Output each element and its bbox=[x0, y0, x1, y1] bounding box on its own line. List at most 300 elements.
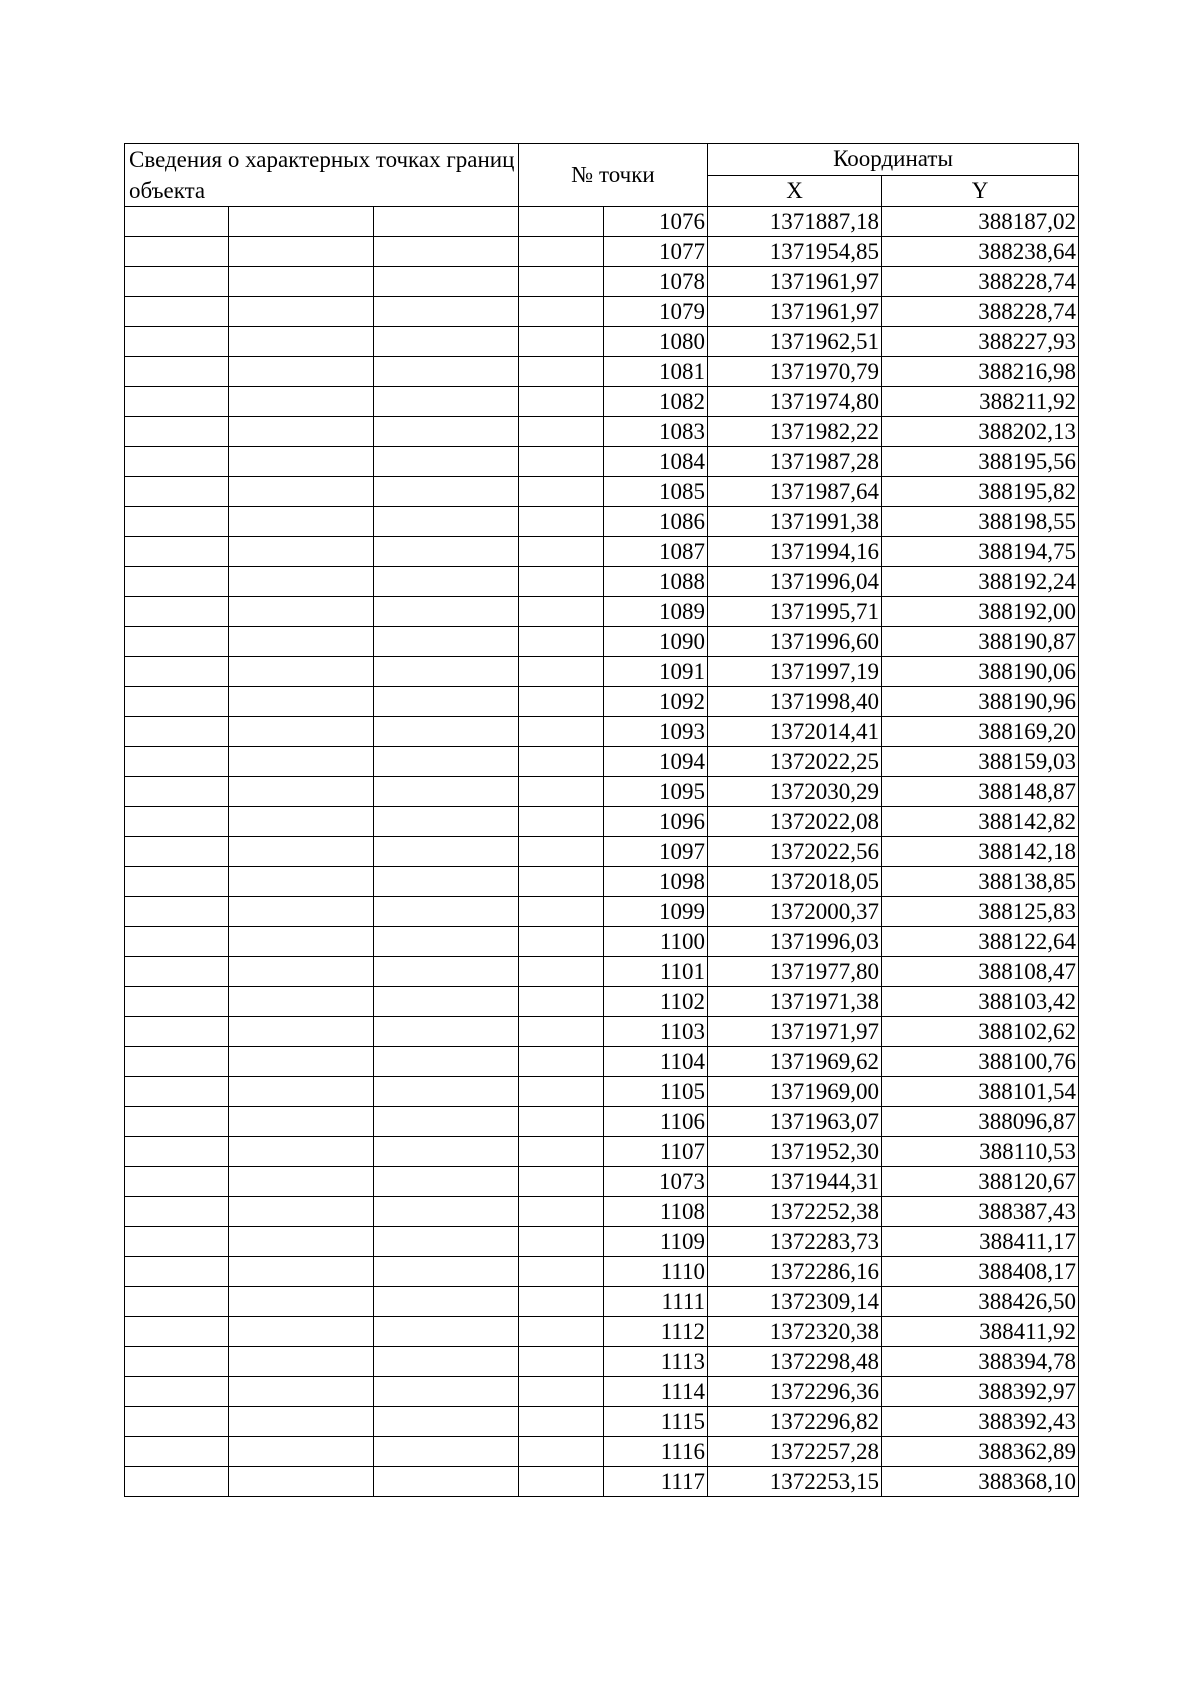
y-coordinate-cell: 388392,97 bbox=[882, 1377, 1079, 1407]
empty-cell bbox=[519, 1167, 604, 1197]
empty-cell bbox=[374, 1347, 519, 1377]
empty-cell bbox=[374, 1257, 519, 1287]
empty-cell bbox=[229, 297, 374, 327]
empty-cell bbox=[519, 447, 604, 477]
y-coordinate-cell: 388108,47 bbox=[882, 957, 1079, 987]
empty-cell bbox=[519, 327, 604, 357]
empty-cell bbox=[125, 867, 229, 897]
table-row bbox=[125, 1287, 1079, 1317]
point-number-cell: 1113 bbox=[604, 1347, 708, 1377]
point-number-cell: 1085 bbox=[604, 477, 708, 507]
empty-cell bbox=[374, 867, 519, 897]
empty-cell bbox=[374, 207, 519, 237]
table-row bbox=[125, 1407, 1079, 1437]
x-coordinate-cell: 1372257,28 bbox=[708, 1437, 882, 1467]
empty-cell bbox=[229, 237, 374, 267]
point-number-cell: 1106 bbox=[604, 1107, 708, 1137]
empty-cell bbox=[125, 1317, 229, 1347]
empty-cell bbox=[374, 1227, 519, 1257]
empty-cell bbox=[519, 1317, 604, 1347]
y-coordinate-cell: 388192,24 bbox=[882, 567, 1079, 597]
y-coordinate-cell: 388101,54 bbox=[882, 1077, 1079, 1107]
table-row bbox=[125, 657, 1079, 687]
point-number-cell: 1112 bbox=[604, 1317, 708, 1347]
empty-cell bbox=[125, 357, 229, 387]
point-number-cell: 1111 bbox=[604, 1287, 708, 1317]
point-number-cell: 1101 bbox=[604, 957, 708, 987]
point-number-cell: 1104 bbox=[604, 1047, 708, 1077]
x-coordinate-cell: 1372014,41 bbox=[708, 717, 882, 747]
empty-cell bbox=[125, 747, 229, 777]
empty-cell bbox=[229, 327, 374, 357]
empty-cell bbox=[125, 1047, 229, 1077]
empty-cell bbox=[229, 387, 374, 417]
empty-cell bbox=[125, 1167, 229, 1197]
empty-cell bbox=[125, 1197, 229, 1227]
y-coordinate-cell: 388110,53 bbox=[882, 1137, 1079, 1167]
x-coordinate-cell: 1371977,80 bbox=[708, 957, 882, 987]
point-number-cell: 1073 bbox=[604, 1167, 708, 1197]
empty-cell bbox=[125, 537, 229, 567]
x-coordinate-cell: 1372022,25 bbox=[708, 747, 882, 777]
empty-cell bbox=[125, 1077, 229, 1107]
table-row bbox=[125, 387, 1079, 417]
empty-cell bbox=[374, 927, 519, 957]
y-coordinate-cell: 388096,87 bbox=[882, 1107, 1079, 1137]
empty-cell bbox=[374, 837, 519, 867]
y-coordinate-cell: 388211,92 bbox=[882, 387, 1079, 417]
empty-cell bbox=[229, 507, 374, 537]
empty-cell bbox=[229, 447, 374, 477]
empty-cell bbox=[125, 717, 229, 747]
point-number-cell: 1077 bbox=[604, 237, 708, 267]
point-number-cell: 1098 bbox=[604, 867, 708, 897]
y-coordinate-cell: 388195,82 bbox=[882, 477, 1079, 507]
empty-cell bbox=[229, 1317, 374, 1347]
x-coordinate-cell: 1372030,29 bbox=[708, 777, 882, 807]
empty-cell bbox=[374, 747, 519, 777]
point-number-cell: 1084 bbox=[604, 447, 708, 477]
coordinates-table bbox=[124, 143, 1079, 1497]
x-coordinate-cell: 1371963,07 bbox=[708, 1107, 882, 1137]
point-number-cell: 1107 bbox=[604, 1137, 708, 1167]
table-row bbox=[125, 477, 1079, 507]
empty-cell bbox=[229, 1167, 374, 1197]
empty-cell bbox=[229, 717, 374, 747]
empty-cell bbox=[125, 1467, 229, 1497]
empty-cell bbox=[374, 627, 519, 657]
point-number-cell: 1087 bbox=[604, 537, 708, 567]
empty-cell bbox=[229, 807, 374, 837]
empty-cell bbox=[125, 1287, 229, 1317]
empty-cell bbox=[519, 657, 604, 687]
empty-cell bbox=[229, 1377, 374, 1407]
point-number-cell: 1076 bbox=[604, 207, 708, 237]
empty-cell bbox=[125, 207, 229, 237]
empty-cell bbox=[519, 627, 604, 657]
point-number-cell: 1096 bbox=[604, 807, 708, 837]
empty-cell bbox=[229, 927, 374, 957]
empty-cell bbox=[374, 507, 519, 537]
boundary-points-info-header: Сведения о характерных точках границ объекта bbox=[125, 144, 519, 207]
y-coordinate-cell: 388394,78 bbox=[882, 1347, 1079, 1377]
empty-cell bbox=[374, 1077, 519, 1107]
empty-cell bbox=[374, 327, 519, 357]
empty-cell bbox=[374, 807, 519, 837]
table-row bbox=[125, 687, 1079, 717]
x-coordinate-cell: 1372286,16 bbox=[708, 1257, 882, 1287]
point-number-cell: 1089 bbox=[604, 597, 708, 627]
empty-cell bbox=[519, 867, 604, 897]
empty-cell bbox=[519, 477, 604, 507]
empty-cell bbox=[519, 777, 604, 807]
x-coordinate-cell: 1371974,80 bbox=[708, 387, 882, 417]
empty-cell bbox=[519, 747, 604, 777]
empty-cell bbox=[374, 1137, 519, 1167]
y-coordinate-cell: 388190,06 bbox=[882, 657, 1079, 687]
y-coordinate-cell: 388228,74 bbox=[882, 297, 1079, 327]
y-coordinate-cell: 388411,17 bbox=[882, 1227, 1079, 1257]
empty-cell bbox=[125, 1347, 229, 1377]
y-coordinate-cell: 388120,67 bbox=[882, 1167, 1079, 1197]
empty-cell bbox=[519, 207, 604, 237]
x-coordinate-cell: 1372252,38 bbox=[708, 1197, 882, 1227]
empty-cell bbox=[229, 1107, 374, 1137]
empty-cell bbox=[125, 657, 229, 687]
empty-cell bbox=[125, 1137, 229, 1167]
empty-cell bbox=[229, 267, 374, 297]
x-coordinate-cell: 1371954,85 bbox=[708, 237, 882, 267]
table-row bbox=[125, 327, 1079, 357]
empty-cell bbox=[229, 1047, 374, 1077]
y-coordinate-cell: 388198,55 bbox=[882, 507, 1079, 537]
x-coordinate-cell: 1371952,30 bbox=[708, 1137, 882, 1167]
empty-cell bbox=[125, 237, 229, 267]
table-row bbox=[125, 447, 1079, 477]
empty-cell bbox=[519, 267, 604, 297]
table-row bbox=[125, 507, 1079, 537]
empty-cell bbox=[374, 387, 519, 417]
x-coordinate-cell: 1371998,40 bbox=[708, 687, 882, 717]
empty-cell bbox=[519, 1017, 604, 1047]
empty-cell bbox=[519, 807, 604, 837]
point-number-cell: 1116 bbox=[604, 1437, 708, 1467]
table-row bbox=[125, 1017, 1079, 1047]
table-row bbox=[125, 1047, 1079, 1077]
empty-cell bbox=[374, 1317, 519, 1347]
empty-cell bbox=[374, 477, 519, 507]
point-number-cell: 1091 bbox=[604, 657, 708, 687]
x-coordinate-cell: 1371982,22 bbox=[708, 417, 882, 447]
empty-cell bbox=[374, 1467, 519, 1497]
empty-cell bbox=[519, 1137, 604, 1167]
table-row bbox=[125, 357, 1079, 387]
y-coordinate-cell: 388187,02 bbox=[882, 207, 1079, 237]
x-coordinate-cell: 1372000,37 bbox=[708, 897, 882, 927]
y-coordinate-cell: 388408,17 bbox=[882, 1257, 1079, 1287]
table-row bbox=[125, 297, 1079, 327]
x-coordinate-cell: 1371994,16 bbox=[708, 537, 882, 567]
point-number-cell: 1082 bbox=[604, 387, 708, 417]
x-coordinate-cell: 1372320,38 bbox=[708, 1317, 882, 1347]
empty-cell bbox=[229, 357, 374, 387]
y-coordinate-cell: 388142,18 bbox=[882, 837, 1079, 867]
empty-cell bbox=[519, 387, 604, 417]
point-number-cell: 1100 bbox=[604, 927, 708, 957]
empty-cell bbox=[125, 687, 229, 717]
empty-cell bbox=[519, 897, 604, 927]
empty-cell bbox=[519, 567, 604, 597]
empty-cell bbox=[229, 957, 374, 987]
empty-cell bbox=[519, 417, 604, 447]
y-coordinate-cell: 388411,92 bbox=[882, 1317, 1079, 1347]
x-coordinate-cell: 1372296,82 bbox=[708, 1407, 882, 1437]
point-number-cell: 1103 bbox=[604, 1017, 708, 1047]
empty-cell bbox=[374, 297, 519, 327]
empty-cell bbox=[519, 837, 604, 867]
y-coordinate-cell: 388122,64 bbox=[882, 927, 1079, 957]
y-coordinate-cell: 388190,87 bbox=[882, 627, 1079, 657]
empty-cell bbox=[125, 987, 229, 1017]
empty-cell bbox=[125, 1407, 229, 1437]
x-coordinate-cell: 1371944,31 bbox=[708, 1167, 882, 1197]
empty-cell bbox=[125, 387, 229, 417]
empty-cell bbox=[519, 1077, 604, 1107]
x-coordinate-cell: 1372309,14 bbox=[708, 1287, 882, 1317]
x-coordinate-cell: 1372018,05 bbox=[708, 867, 882, 897]
table-row bbox=[125, 837, 1079, 867]
empty-cell bbox=[229, 777, 374, 807]
empty-cell bbox=[374, 1017, 519, 1047]
table-row bbox=[125, 207, 1079, 237]
table-row bbox=[125, 987, 1079, 1017]
table-row bbox=[125, 627, 1079, 657]
empty-cell bbox=[125, 1257, 229, 1287]
empty-cell bbox=[519, 597, 604, 627]
table-row bbox=[125, 597, 1079, 627]
empty-cell bbox=[125, 957, 229, 987]
y-coordinate-cell: 388392,43 bbox=[882, 1407, 1079, 1437]
empty-cell bbox=[374, 567, 519, 597]
x-coordinate-cell: 1371971,97 bbox=[708, 1017, 882, 1047]
x-coordinate-cell: 1371996,60 bbox=[708, 627, 882, 657]
empty-cell bbox=[125, 1437, 229, 1467]
table-row bbox=[125, 1197, 1079, 1227]
empty-cell bbox=[374, 1377, 519, 1407]
point-number-cell: 1095 bbox=[604, 777, 708, 807]
empty-cell bbox=[229, 567, 374, 597]
point-number-cell: 1114 bbox=[604, 1377, 708, 1407]
point-number-cell: 1094 bbox=[604, 747, 708, 777]
empty-cell bbox=[125, 417, 229, 447]
empty-cell bbox=[374, 987, 519, 1017]
y-coordinate-cell: 388192,00 bbox=[882, 597, 1079, 627]
table-row bbox=[125, 537, 1079, 567]
table-row bbox=[125, 1137, 1079, 1167]
empty-cell bbox=[229, 1227, 374, 1257]
point-number-cell: 1079 bbox=[604, 297, 708, 327]
empty-cell bbox=[125, 297, 229, 327]
x-coordinate-cell: 1372253,15 bbox=[708, 1467, 882, 1497]
x-coordinate-cell: 1372283,73 bbox=[708, 1227, 882, 1257]
empty-cell bbox=[519, 717, 604, 747]
table-row bbox=[125, 567, 1079, 597]
empty-cell bbox=[374, 1437, 519, 1467]
point-number-cell: 1102 bbox=[604, 987, 708, 1017]
x-coordinate-cell: 1371987,28 bbox=[708, 447, 882, 477]
x-coordinate-cell: 1371995,71 bbox=[708, 597, 882, 627]
empty-cell bbox=[229, 627, 374, 657]
empty-cell bbox=[229, 477, 374, 507]
table-row bbox=[125, 1167, 1079, 1197]
y-coordinate-cell: 388368,10 bbox=[882, 1467, 1079, 1497]
empty-cell bbox=[374, 717, 519, 747]
empty-cell bbox=[374, 537, 519, 567]
y-coordinate-cell: 388202,13 bbox=[882, 417, 1079, 447]
empty-cell bbox=[125, 267, 229, 297]
empty-cell bbox=[229, 687, 374, 717]
point-number-cell: 1110 bbox=[604, 1257, 708, 1287]
empty-cell bbox=[229, 207, 374, 237]
y-coordinate-cell: 388103,42 bbox=[882, 987, 1079, 1017]
y-coordinate-cell: 388102,62 bbox=[882, 1017, 1079, 1047]
table-row bbox=[125, 1257, 1079, 1287]
point-number-cell: 1083 bbox=[604, 417, 708, 447]
empty-cell bbox=[125, 597, 229, 627]
empty-cell bbox=[519, 927, 604, 957]
table-row bbox=[125, 1077, 1079, 1107]
y-coordinate-cell: 388159,03 bbox=[882, 747, 1079, 777]
table-row bbox=[125, 1467, 1079, 1497]
empty-cell bbox=[519, 537, 604, 567]
empty-cell bbox=[125, 837, 229, 867]
empty-cell bbox=[519, 1467, 604, 1497]
point-number-cell: 1086 bbox=[604, 507, 708, 537]
empty-cell bbox=[229, 1287, 374, 1317]
empty-cell bbox=[519, 1377, 604, 1407]
empty-cell bbox=[229, 1347, 374, 1377]
table-row bbox=[125, 927, 1079, 957]
y-coordinate-cell: 388194,75 bbox=[882, 537, 1079, 567]
y-header: Y bbox=[882, 175, 1079, 207]
empty-cell bbox=[519, 1437, 604, 1467]
empty-cell bbox=[519, 1197, 604, 1227]
empty-cell bbox=[125, 1017, 229, 1047]
x-coordinate-cell: 1371961,97 bbox=[708, 267, 882, 297]
x-coordinate-cell: 1372022,08 bbox=[708, 807, 882, 837]
empty-cell bbox=[374, 957, 519, 987]
empty-cell bbox=[125, 507, 229, 537]
table-row bbox=[125, 267, 1079, 297]
empty-cell bbox=[125, 807, 229, 837]
empty-cell bbox=[374, 897, 519, 927]
y-coordinate-cell: 388227,93 bbox=[882, 327, 1079, 357]
empty-cell bbox=[519, 1287, 604, 1317]
empty-cell bbox=[125, 1107, 229, 1137]
point-number-cell: 1108 bbox=[604, 1197, 708, 1227]
x-coordinate-cell: 1371991,38 bbox=[708, 507, 882, 537]
empty-cell bbox=[374, 1407, 519, 1437]
table-row bbox=[125, 237, 1079, 267]
empty-cell bbox=[229, 1257, 374, 1287]
table-row bbox=[125, 897, 1079, 927]
empty-cell bbox=[229, 1137, 374, 1167]
empty-cell bbox=[125, 567, 229, 597]
empty-cell bbox=[229, 1437, 374, 1467]
table-row bbox=[125, 717, 1079, 747]
y-coordinate-cell: 388216,98 bbox=[882, 357, 1079, 387]
point-number-cell: 1080 bbox=[604, 327, 708, 357]
empty-cell bbox=[374, 357, 519, 387]
empty-cell bbox=[519, 507, 604, 537]
table-row bbox=[125, 1347, 1079, 1377]
empty-cell bbox=[125, 777, 229, 807]
empty-cell bbox=[374, 687, 519, 717]
empty-cell bbox=[374, 1107, 519, 1137]
point-number-cell: 1109 bbox=[604, 1227, 708, 1257]
y-coordinate-cell: 388148,87 bbox=[882, 777, 1079, 807]
point-number-cell: 1115 bbox=[604, 1407, 708, 1437]
empty-cell bbox=[374, 1197, 519, 1227]
empty-cell bbox=[229, 897, 374, 927]
x-coordinate-cell: 1371996,03 bbox=[708, 927, 882, 957]
empty-cell bbox=[519, 1107, 604, 1137]
empty-cell bbox=[374, 447, 519, 477]
empty-cell bbox=[125, 627, 229, 657]
empty-cell bbox=[519, 237, 604, 267]
empty-cell bbox=[519, 957, 604, 987]
point-number-cell: 1090 bbox=[604, 627, 708, 657]
table-row bbox=[125, 807, 1079, 837]
x-coordinate-cell: 1372022,56 bbox=[708, 837, 882, 867]
x-coordinate-cell: 1371961,97 bbox=[708, 297, 882, 327]
empty-cell bbox=[229, 867, 374, 897]
x-coordinate-cell: 1371996,04 bbox=[708, 567, 882, 597]
y-coordinate-cell: 388100,76 bbox=[882, 1047, 1079, 1077]
point-number-cell: 1081 bbox=[604, 357, 708, 387]
empty-cell bbox=[374, 417, 519, 447]
empty-cell bbox=[374, 237, 519, 267]
y-coordinate-cell: 388195,56 bbox=[882, 447, 1079, 477]
y-coordinate-cell: 388125,83 bbox=[882, 897, 1079, 927]
table-row bbox=[125, 777, 1079, 807]
x-coordinate-cell: 1371969,00 bbox=[708, 1077, 882, 1107]
y-coordinate-cell: 388387,43 bbox=[882, 1197, 1079, 1227]
empty-cell bbox=[125, 927, 229, 957]
x-coordinate-cell: 1371997,19 bbox=[708, 657, 882, 687]
empty-cell bbox=[229, 837, 374, 867]
empty-cell bbox=[229, 597, 374, 627]
table-body bbox=[125, 144, 1079, 1497]
empty-cell bbox=[125, 1227, 229, 1257]
empty-cell bbox=[229, 1407, 374, 1437]
empty-cell bbox=[125, 477, 229, 507]
table-row bbox=[125, 1107, 1079, 1137]
x-coordinate-cell: 1372296,36 bbox=[708, 1377, 882, 1407]
empty-cell bbox=[374, 1047, 519, 1077]
x-coordinate-cell: 1371971,38 bbox=[708, 987, 882, 1017]
point-number-cell: 1078 bbox=[604, 267, 708, 297]
table-row bbox=[125, 1317, 1079, 1347]
empty-cell bbox=[229, 1197, 374, 1227]
empty-cell bbox=[229, 1077, 374, 1107]
empty-cell bbox=[519, 1347, 604, 1377]
empty-cell bbox=[519, 297, 604, 327]
empty-cell bbox=[229, 747, 374, 777]
y-coordinate-cell: 388169,20 bbox=[882, 717, 1079, 747]
y-coordinate-cell: 388228,74 bbox=[882, 267, 1079, 297]
empty-cell bbox=[125, 897, 229, 927]
